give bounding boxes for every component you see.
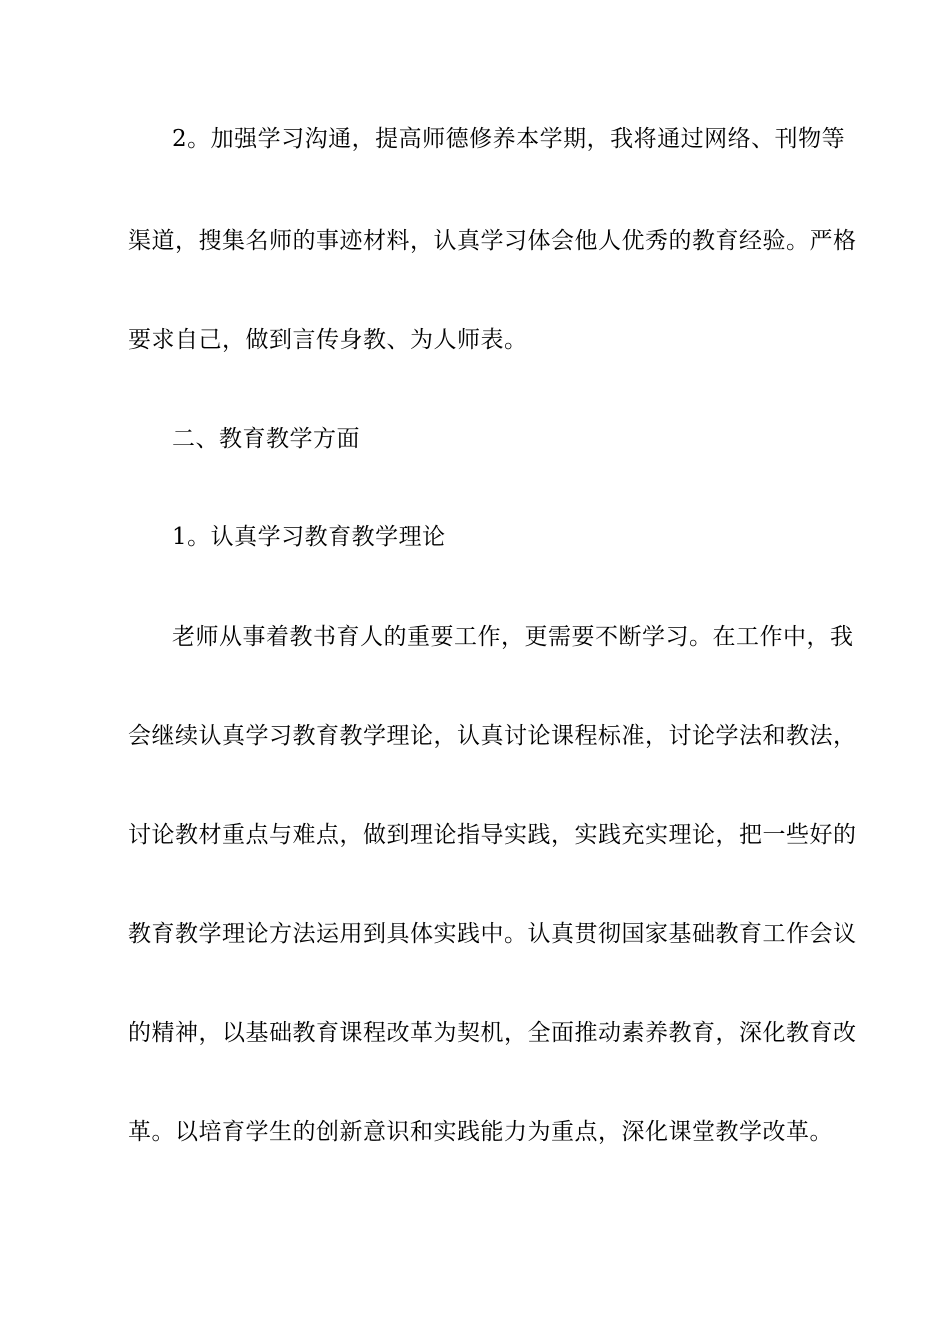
paragraph-line: 革。以培育学生的创新意识和实践能力为重点，深化课堂教学改革。 (128, 1119, 833, 1145)
paragraph-line: 讨论教材重点与难点，做到理论指导实践，实践充实理论，把一些好的 (128, 822, 857, 848)
paragraph-line: 2。加强学习沟通，提高师德修养本学期，我将通过网络、刊物等 (172, 126, 846, 152)
paragraph-line: 要求自己，做到言传身教、为人师表。 (128, 327, 528, 353)
paragraph-line: 教育教学理论方法运用到具体实践中。认真贯彻国家基础教育工作会议 (128, 921, 857, 947)
paragraph-line: 的精神，以基础教育课程改革为契机，全面推动素养教育，深化教育改 (128, 1020, 857, 1046)
paragraph-line: 老师从事着教书育人的重要工作，更需要不断学习。在工作中，我 (172, 624, 854, 650)
section-heading: 二、教育教学方面 (172, 426, 360, 452)
subsection-heading: 1。认真学习教育教学理论 (172, 524, 446, 550)
paragraph-line: 渠道，搜集名师的事迹材料，认真学习体会他人优秀的教育经验。严格 (128, 228, 857, 254)
paragraph-line: 会继续认真学习教育教学理论，认真讨论课程标准，讨论学法和教法， (128, 723, 857, 749)
